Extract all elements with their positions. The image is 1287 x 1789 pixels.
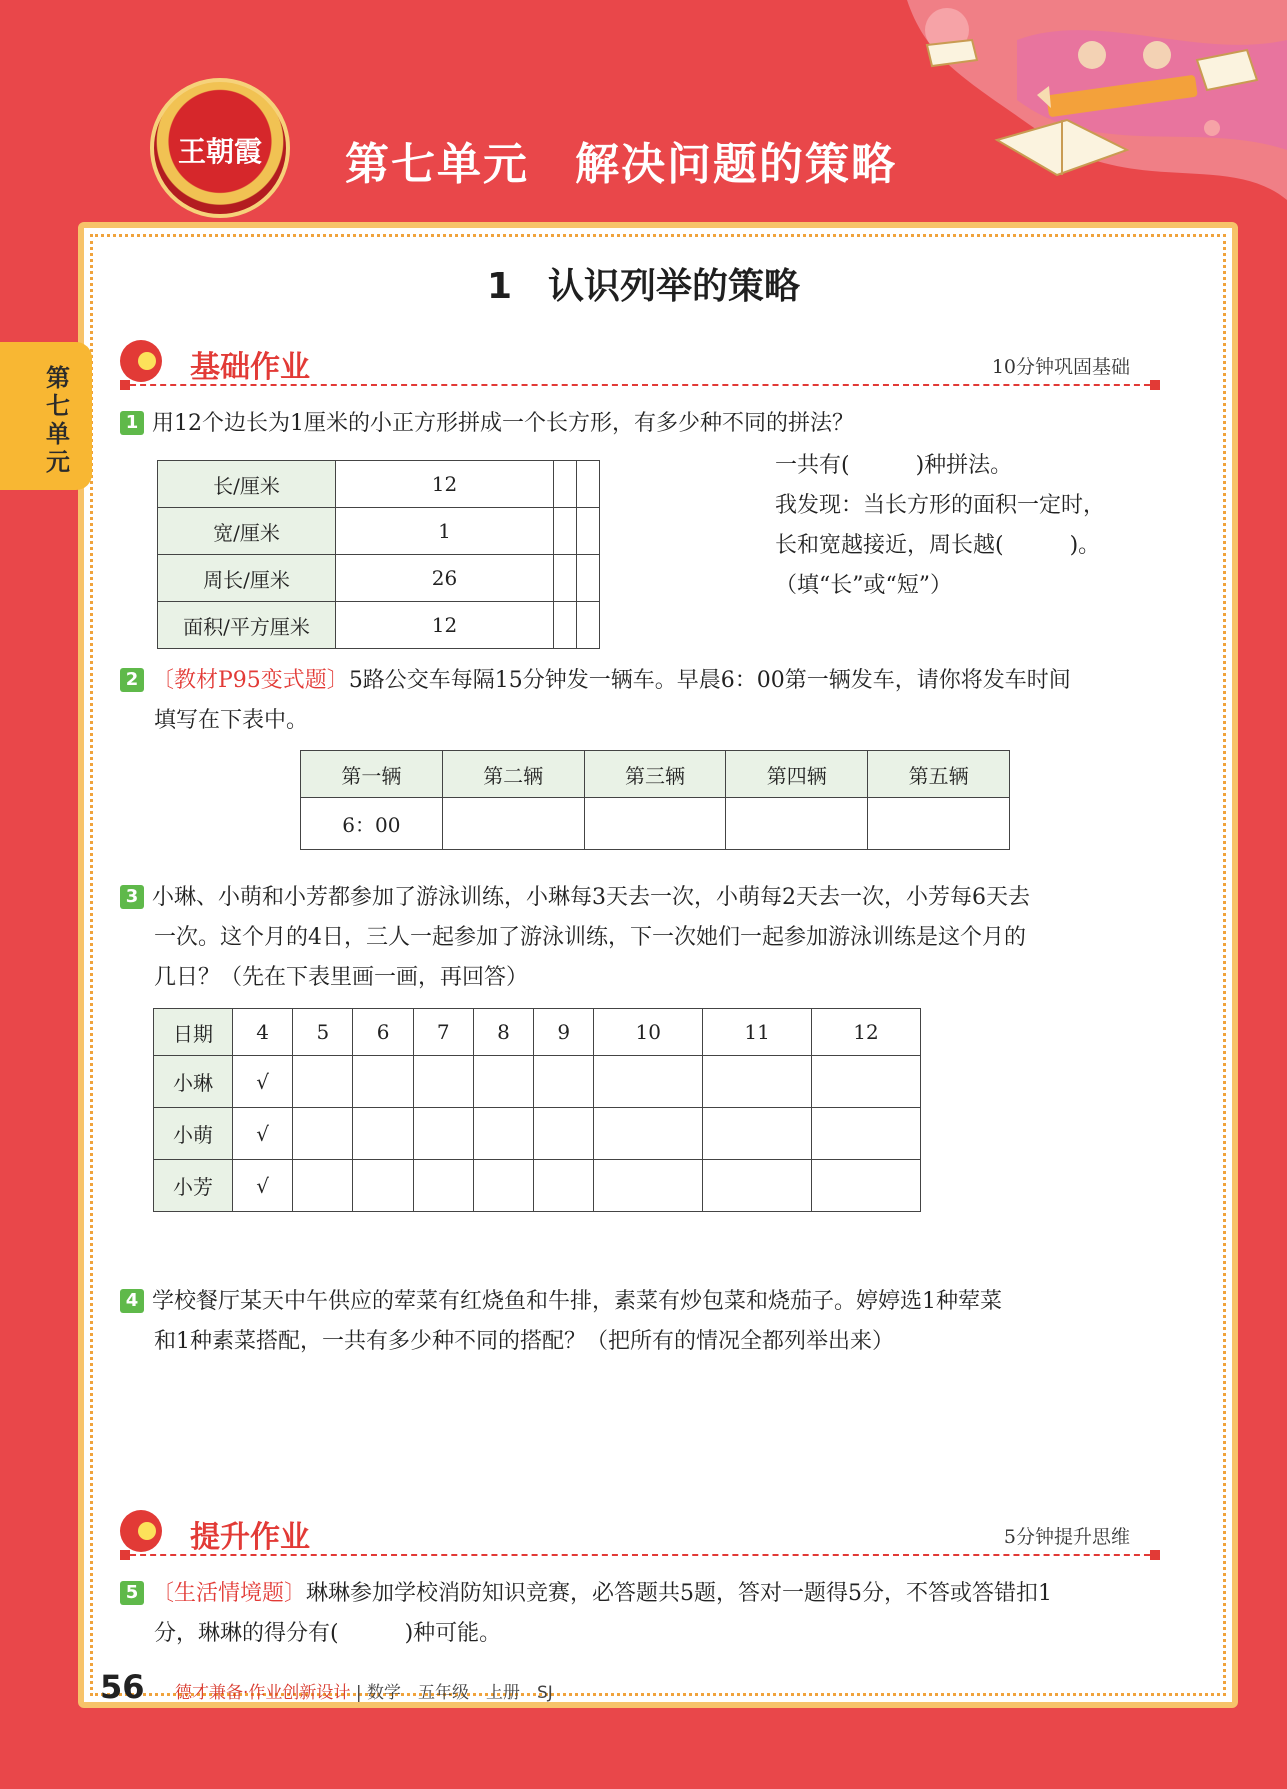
question-text: 学校餐厅某天中午供应的荤菜有红烧鱼和牛排，素菜有炒包菜和烧茄子。婷婷选1种荤菜 [152, 1289, 1002, 1314]
q1-table [157, 460, 600, 649]
child-figure-1 [1078, 41, 1106, 69]
row-label: 面积/平方厘米 [158, 602, 336, 649]
row-value: 12 [336, 602, 554, 649]
answer-cell[interactable] [534, 1160, 594, 1212]
answer-cell[interactable] [554, 508, 577, 555]
answer-cell[interactable] [534, 1108, 594, 1160]
date-cell: 4 [233, 1009, 293, 1056]
answer-cell[interactable] [726, 798, 868, 850]
answer-cell[interactable] [577, 602, 600, 649]
table-row [301, 751, 1010, 798]
question-2 [120, 661, 1071, 741]
question-1 [120, 404, 854, 444]
question-tag: 〔教材P95变式题〕 [152, 668, 349, 693]
date-cell: 5 [293, 1009, 353, 1056]
question-tag: 〔生活情境题〕 [152, 1581, 307, 1606]
answer-cell[interactable] [413, 1160, 473, 1212]
column-header: 第五辆 [868, 751, 1010, 798]
question-text: 几日？（先在下表里画一画，再回答） [154, 965, 529, 990]
person-label: 小芳 [154, 1160, 233, 1212]
series-name: 德才兼备·作业创新设计 [175, 1683, 351, 1703]
answer-cell[interactable] [554, 461, 577, 508]
answer-cell[interactable] [442, 798, 584, 850]
question-text: 一次。这个月的4日，三人一起参加了游泳训练，下一次她们一起参加游泳训练是这个月的 [154, 925, 1027, 950]
answer-cell[interactable] [293, 1160, 353, 1212]
answer-line: （填“长”或“短”） [775, 573, 952, 598]
answer-cell[interactable] [812, 1108, 921, 1160]
section-name: 提升作业 [190, 1520, 310, 1555]
row-label: 宽/厘米 [158, 508, 336, 555]
answer-cell[interactable] [473, 1160, 533, 1212]
table-row [158, 508, 600, 555]
section-note: 10分钟巩固基础 [991, 356, 1130, 378]
question-number: 4 [120, 1289, 144, 1313]
logo-text: 王朝霞 [177, 135, 262, 168]
table-row [154, 1108, 921, 1160]
check-mark: √ [233, 1108, 293, 1160]
q3-table [153, 1008, 921, 1212]
question-number: 3 [120, 885, 144, 909]
question-number: 5 [120, 1581, 144, 1605]
answer-cell[interactable] [554, 555, 577, 602]
section-note: 5分钟提升思维 [1003, 1526, 1130, 1548]
book-info: | 数学 五年级 上册 SJ [355, 1683, 553, 1703]
side-tab [0, 342, 92, 490]
section-basic-header [120, 340, 1160, 386]
answer-cell[interactable] [534, 1056, 594, 1108]
answer-cell[interactable] [293, 1108, 353, 1160]
table-row [154, 1056, 921, 1108]
section-divider [120, 384, 1160, 386]
answer-cell[interactable] [703, 1160, 812, 1212]
date-cell: 8 [473, 1009, 533, 1056]
column-header: 第四辆 [726, 751, 868, 798]
person-label: 小琳 [154, 1056, 233, 1108]
column-header: 第二辆 [442, 751, 584, 798]
column-header: 第一辆 [301, 751, 443, 798]
answer-cell[interactable] [812, 1160, 921, 1212]
answer-line: 长和宽越接近，周长越( )。 [775, 533, 1101, 558]
footer-text [175, 1678, 553, 1703]
lesson-title: 1 认识列举的策略 [486, 266, 801, 307]
table-row [158, 461, 600, 508]
answer-cell[interactable] [554, 602, 577, 649]
answer-cell[interactable] [703, 1056, 812, 1108]
answer-cell[interactable] [584, 798, 726, 850]
unit-title: 第七单元 解决问题的策略 [345, 139, 897, 190]
row-value: 1 [336, 508, 554, 555]
date-cell: 6 [353, 1009, 413, 1056]
answer-cell[interactable] [812, 1056, 921, 1108]
side-tab-label: 第七单元 [46, 364, 70, 476]
lightbulb-icon [120, 340, 162, 382]
question-number: 2 [120, 668, 144, 692]
q2-table [300, 750, 1010, 850]
answer-line: 一共有( )种拼法。 [775, 453, 1013, 478]
question-text: 5路公交车每隔15分钟发一辆车。早晨6：00第一辆发车，请你将发车时间 [348, 668, 1071, 693]
answer-cell[interactable] [413, 1056, 473, 1108]
answer-cell[interactable] [577, 508, 600, 555]
answer-line: 我发现：当长方形的面积一定时， [775, 493, 1106, 518]
brand-logo [150, 78, 290, 218]
answer-cell[interactable] [353, 1160, 413, 1212]
table-row [158, 555, 600, 602]
row-label: 长/厘米 [158, 461, 336, 508]
answer-cell[interactable] [594, 1056, 703, 1108]
row-label: 周长/厘米 [158, 555, 336, 602]
question-5 [120, 1574, 1052, 1654]
answer-cell[interactable] [473, 1056, 533, 1108]
date-cell: 10 [594, 1009, 703, 1056]
question-4 [120, 1282, 1002, 1362]
answer-cell[interactable] [594, 1160, 703, 1212]
answer-cell[interactable] [353, 1056, 413, 1108]
table-row [154, 1160, 921, 1212]
table-row [154, 1009, 921, 1056]
q1-answer-text [775, 446, 1105, 606]
answer-cell[interactable] [577, 461, 600, 508]
lightbulb-icon [120, 1510, 162, 1552]
date-cell: 9 [534, 1009, 594, 1056]
question-text: 用12个边长为1厘米的小正方形拼成一个长方形，有多少种不同的拼法？ [152, 411, 854, 436]
answer-cell[interactable] [353, 1108, 413, 1160]
question-3 [120, 878, 1030, 998]
person-label: 小萌 [154, 1108, 233, 1160]
row-value: 12 [336, 461, 554, 508]
column-header: 第三辆 [584, 751, 726, 798]
answer-cell[interactable] [413, 1108, 473, 1160]
section-name: 基础作业 [190, 350, 310, 385]
row-value: 26 [336, 555, 554, 602]
answer-cell[interactable] [594, 1108, 703, 1160]
header-illustration [867, 0, 1287, 210]
question-text: 小琳、小萌和小芳都参加了游泳训练，小琳每3天去一次，小萌每2天去一次，小芳每6天去 [152, 885, 1030, 910]
section-advanced-header [120, 1510, 1160, 1556]
child-figure-2 [1143, 41, 1171, 69]
question-number: 1 [120, 411, 144, 435]
answer-cell[interactable] [473, 1108, 533, 1160]
date-cell: 11 [703, 1009, 812, 1056]
question-text: 分，琳琳的得分有( )种可能。 [154, 1621, 502, 1646]
answer-cell[interactable] [703, 1108, 812, 1160]
question-text: 琳琳参加学校消防知识竞赛，必答题共5题，答对一题得5分，不答或答错扣1 [306, 1581, 1053, 1606]
check-mark: √ [233, 1160, 293, 1212]
date-label: 日期 [154, 1009, 233, 1056]
page-number: 56 [100, 1668, 145, 1706]
table-row [158, 602, 600, 649]
section-divider [120, 1554, 1160, 1556]
check-mark: √ [233, 1056, 293, 1108]
answer-cell[interactable] [577, 555, 600, 602]
date-cell: 12 [812, 1009, 921, 1056]
question-text: 填写在下表中。 [154, 708, 309, 733]
question-text: 和1种素菜搭配，一共有多少种不同的搭配？（把所有的情况全都列举出来） [154, 1329, 894, 1354]
answer-cell[interactable] [293, 1056, 353, 1108]
table-row [301, 798, 1010, 850]
answer-cell[interactable] [868, 798, 1010, 850]
time-cell: 6：00 [301, 798, 443, 850]
date-cell: 7 [413, 1009, 473, 1056]
